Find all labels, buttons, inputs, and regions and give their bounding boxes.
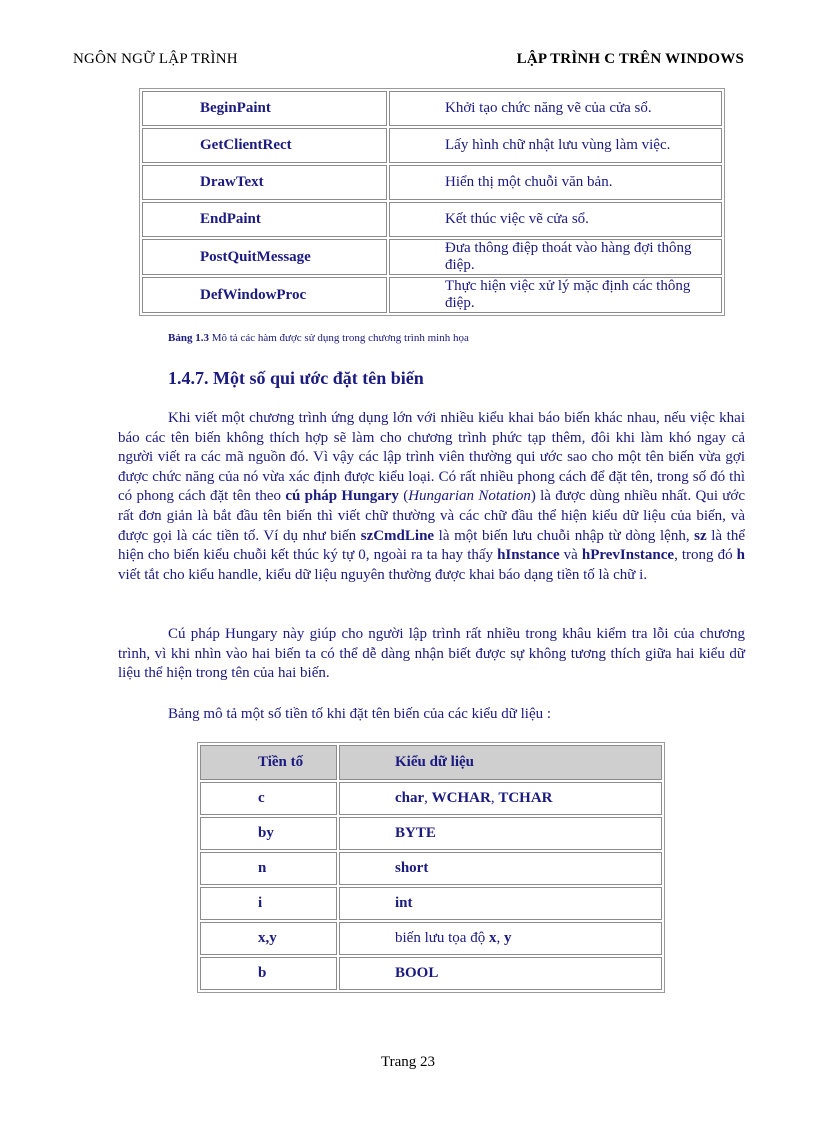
paragraph-3: Bảng mô tả một số tiền tố khi đặt tên biến của các kiểu dữ liệu : <box>168 706 552 722</box>
bold-text: szCmdLine <box>360 527 435 544</box>
functions-table <box>139 88 725 316</box>
italic-text: Hungarian Notation <box>408 488 531 505</box>
text: Khi viết một chương trình ứng dụng lớn với nhiều kiểu khai báo biến khác nhau, nếu việc khai báo các tên biến không thích hợp sẽ làm cho chương trình phức tạp thêm, đôi khi làm khó ngay cả người viết ra các mã nguồn đó. Vì vậy các lập trình viên thường qui ước sao cho một tên biến vừa gợi được chức năng của nó vừa xác định được kiểu loại. Có rất nhiều phong cách để đặt tên, trong số đó thì có phong cách đặt tên theo <box>118 410 745 505</box>
column-header-type: Kiểu dữ liệu <box>339 745 662 780</box>
type-text: y <box>503 930 512 946</box>
function-name: PostQuitMessage <box>142 239 387 275</box>
type-text: x <box>488 930 497 946</box>
table-row <box>200 957 662 990</box>
section-heading: 1.4.7. Một số qui ước đặt tên biến <box>168 368 424 388</box>
separator: , <box>490 790 499 806</box>
function-desc: Khởi tạo chức năng vẽ của cửa sổ. <box>389 91 722 126</box>
prefix-cell: b <box>200 957 337 990</box>
function-name: DrawText <box>142 165 387 200</box>
function-name: EndPaint <box>142 202 387 237</box>
table-row <box>142 165 722 200</box>
type-text: WCHAR <box>431 790 491 806</box>
type-cell <box>339 782 662 815</box>
bold-text: hInstance <box>497 547 560 564</box>
text: là thể hiện cho biến kiểu chuỗi kết thúc ký tự 0, ngoài ra ta hay thấy <box>118 527 746 564</box>
text: ( <box>398 488 409 505</box>
type-cell: int <box>339 887 662 920</box>
table-row <box>142 277 722 313</box>
header-left: NGÔN NGỮ LẬP TRÌNH <box>73 51 238 67</box>
text: viết tắt cho kiểu handle, kiểu dữ liệu nguyên thường được khai báo dạng tiền tố là chữ i. <box>118 566 648 583</box>
header-right: LẬP TRÌNH C TRÊN WINDOWS <box>516 51 744 67</box>
function-desc: Thực hiện việc xử lý mặc định các thông điệp. <box>389 277 722 313</box>
type-text: char <box>395 790 425 806</box>
function-name: GetClientRect <box>142 128 387 163</box>
function-desc: Hiển thị một chuỗi văn bản. <box>389 165 722 200</box>
function-name: BeginPaint <box>142 91 387 126</box>
table-row <box>142 239 722 275</box>
text: là một biến lưu chuỗi nhập từ dòng lệnh, <box>434 527 695 544</box>
table-row <box>200 852 662 885</box>
function-desc: Kết thúc việc vẽ cửa sổ. <box>389 202 722 237</box>
separator: , <box>424 790 432 806</box>
table-row <box>142 128 722 163</box>
table-row <box>200 782 662 815</box>
paragraph-2 <box>118 625 745 684</box>
text: Cú pháp Hungary này giúp cho người lập trình rất nhiều trong khâu kiểm tra lỗi của chương trình, vì khi nhìn vào hai biến ta có thể dễ dàng nhận biết được sự không tương thích giữa hai kiểu dữ liệu thể hiện trong tên của hai biến. <box>118 626 745 682</box>
page-number: Trang 23 <box>380 1054 436 1070</box>
table-header-row <box>200 745 662 780</box>
table-row <box>142 91 722 126</box>
table-caption <box>168 332 469 344</box>
text: và <box>559 547 582 564</box>
prefix-cell: n <box>200 852 337 885</box>
prefix-table <box>197 742 665 993</box>
text: ) là được dùng nhiều nhất. Qui ước rất đơn giản là bắt đầu tên biến thì viết chữ thường và các chữ đầu thể hiện kiểu dữ liệu của biến, và được gọi là các tiền tố. Ví dụ như biến <box>118 488 745 544</box>
function-name: DefWindowProc <box>142 277 387 313</box>
paragraph-1 <box>118 409 745 585</box>
text: , trong đó <box>674 547 737 564</box>
prefix-cell: by <box>200 817 337 850</box>
type-text: TCHAR <box>498 790 553 806</box>
bold-text: cú pháp Hungary <box>285 488 399 505</box>
type-cell <box>339 922 662 955</box>
function-desc: Lấy hình chữ nhật lưu vùng làm việc. <box>389 128 722 163</box>
type-text: biến lưu tọa độ <box>395 930 489 946</box>
type-cell: BOOL <box>339 957 662 990</box>
table-row <box>200 817 662 850</box>
prefix-cell: x,y <box>200 922 337 955</box>
separator: , <box>496 930 504 946</box>
caption-text: Mô tả các hàm được sử dụng trong chương trình minh họa <box>208 332 469 344</box>
caption-label: Bảng 1.3 <box>168 332 209 344</box>
type-cell: short <box>339 852 662 885</box>
bold-text: sz <box>694 527 707 544</box>
column-header-prefix: Tiền tố <box>200 745 337 780</box>
function-desc: Đưa thông điệp thoát vào hàng đợi thông điệp. <box>389 239 722 275</box>
prefix-cell: i <box>200 887 337 920</box>
table-row <box>142 202 722 237</box>
type-cell: BYTE <box>339 817 662 850</box>
bold-text: h <box>736 547 745 564</box>
table-row <box>200 887 662 920</box>
bold-text: hPrevInstance <box>581 547 675 564</box>
table-row <box>200 922 662 955</box>
prefix-cell: c <box>200 782 337 815</box>
